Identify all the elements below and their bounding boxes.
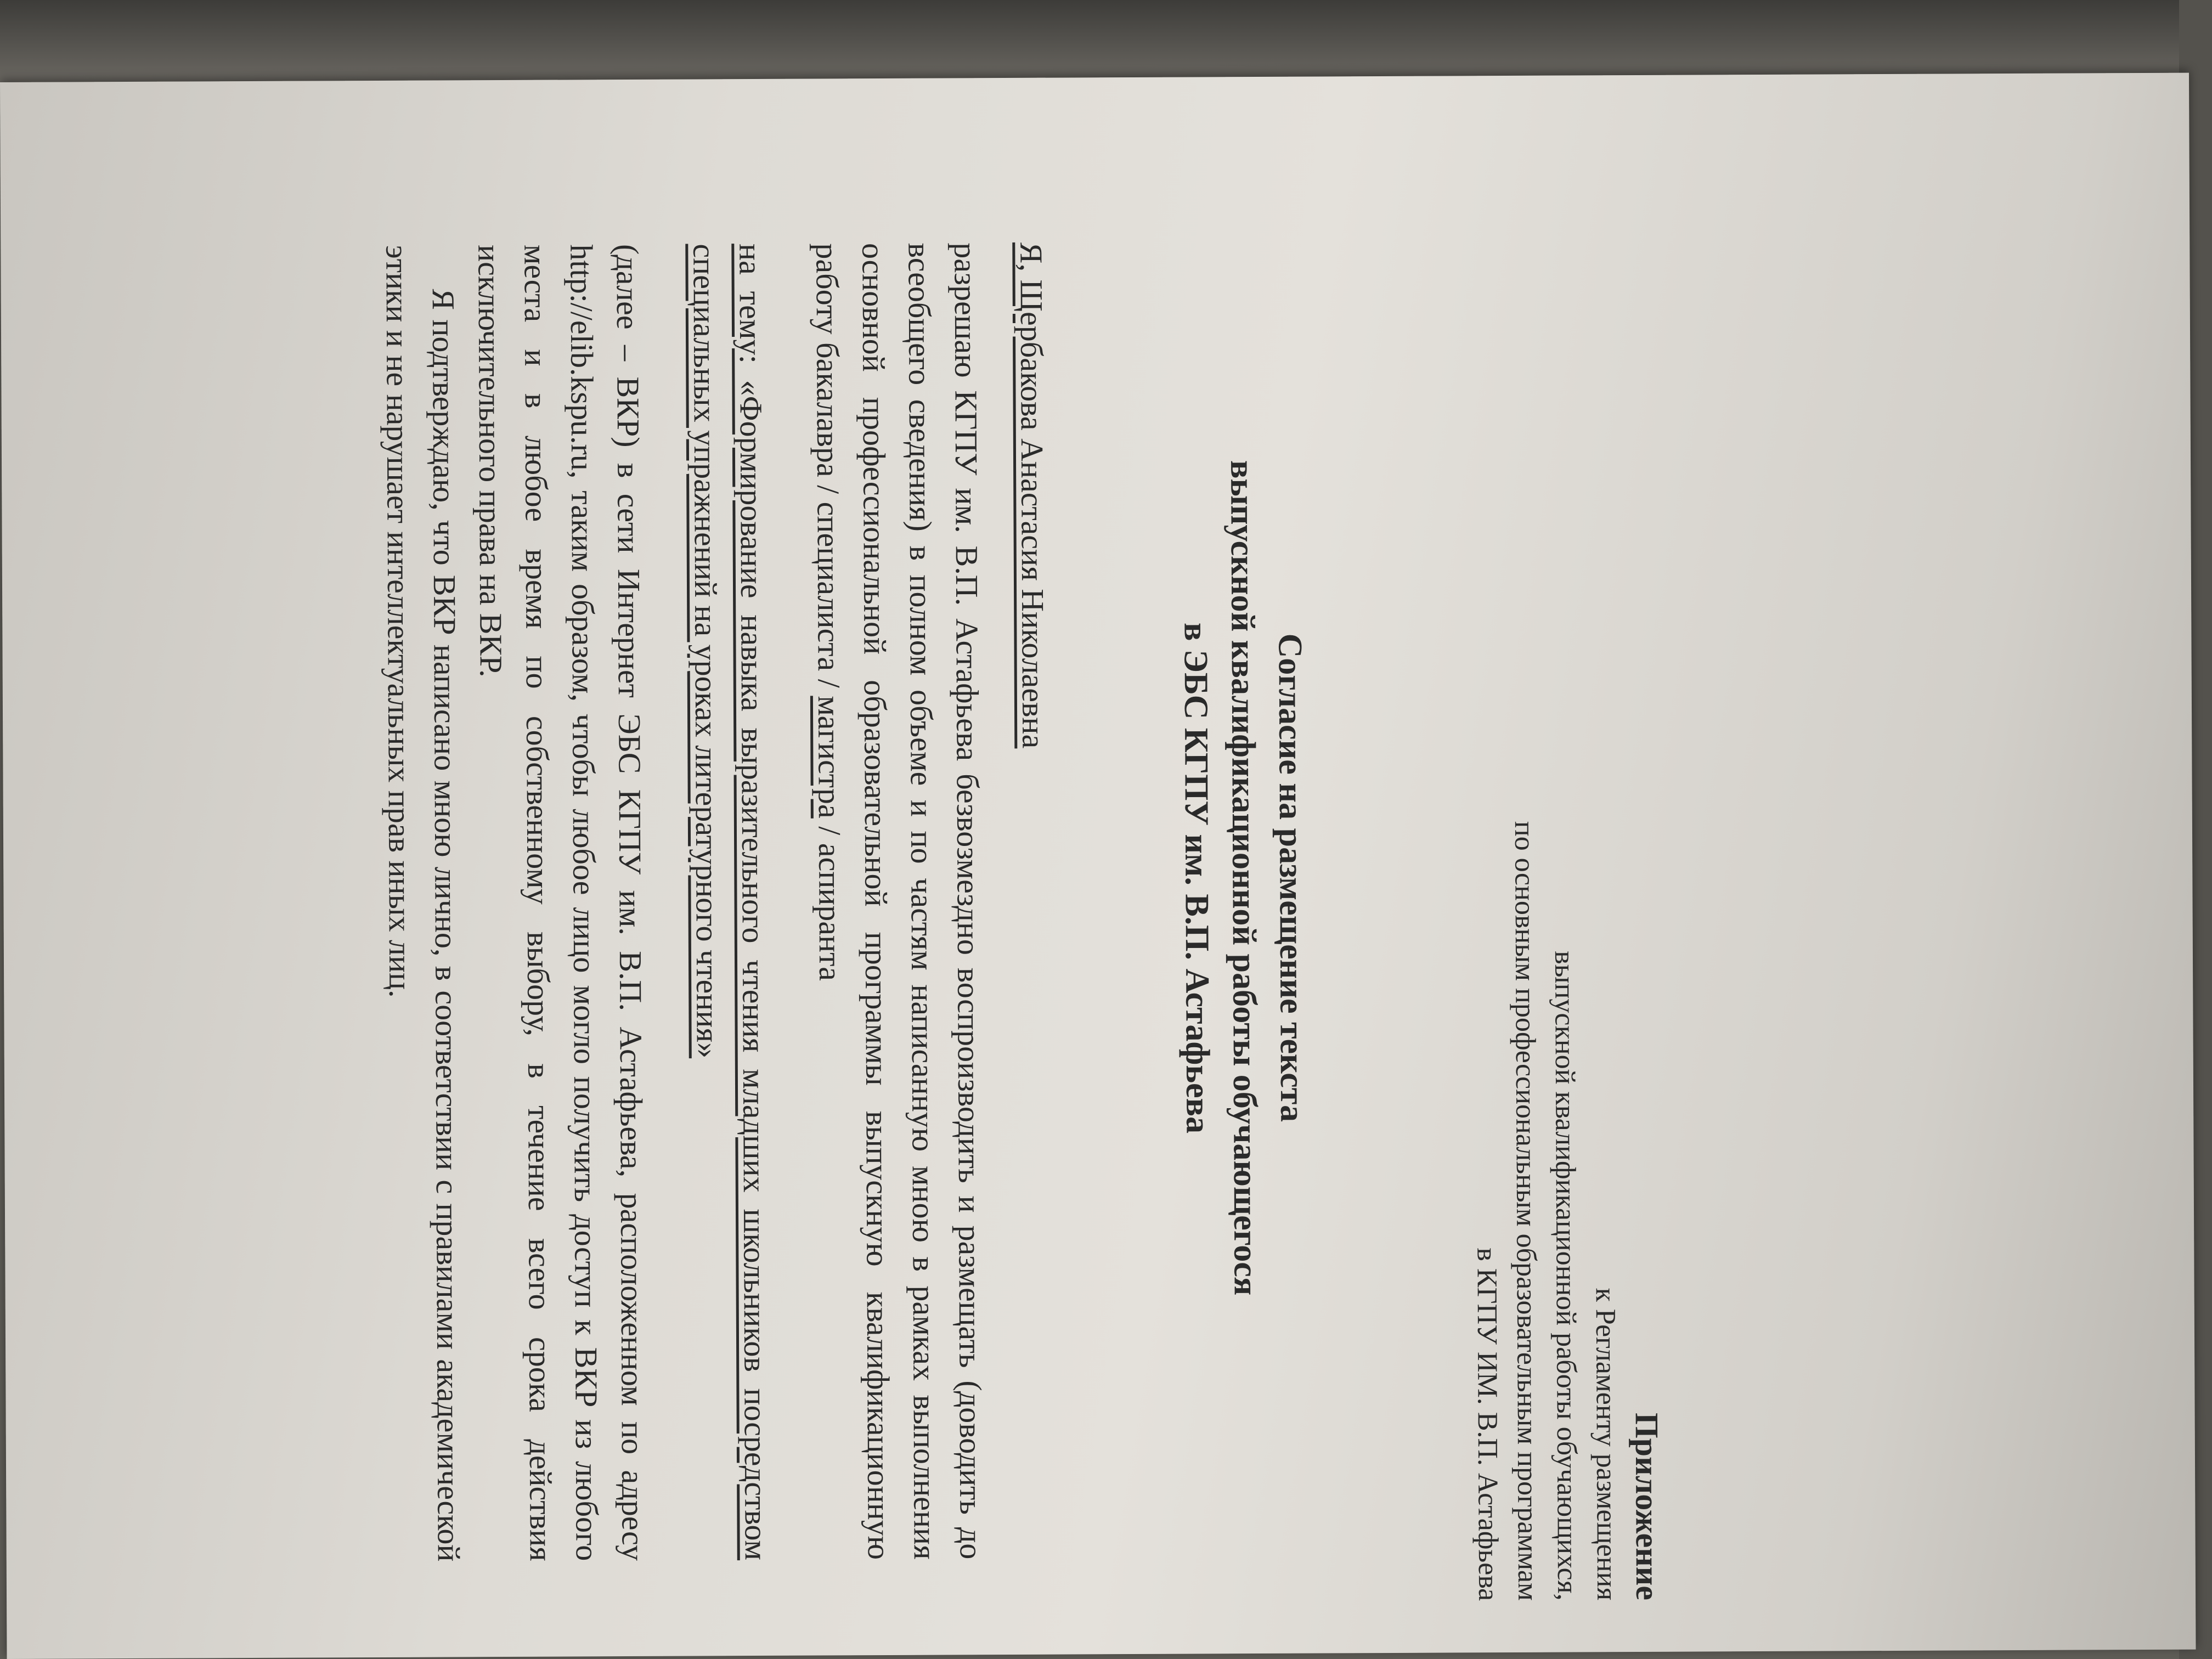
name-line [1008,242,1059,1559]
confirm-paragraph: Я подтверждаю, что ВКР написано мною лично, в соответствии с правилами академической этики и не нарушает интеллектуальных прав иных лиц. [379,245,467,1562]
appendix-line: по основным профессиональным образовательным программам [1508,821,1544,1601]
topic-paragraph [681,244,778,1561]
paper-sheet [0,73,2196,1659]
title-line: выпускной квалификационной работы обучающегося [1223,460,1265,1296]
degree-selected: магистра [811,696,848,819]
thesis-topic: на тему: «Формирование навыка выразительного чтения младших школьников посредством специальных упражнений на уроках литературного чтения» [686,243,774,1561]
grant-paragraph [804,242,994,1560]
access-paragraph: (далее – ВКР) в сети Интернет ЭБС КГПУ им. В.П. Астафьева, расположенном по адресу http://elib.kspu.ru, таким образом, чтобы любое лицо могло получить доступ к ВКР из любого места и в любое время по собственному выбору, в течение всего срока действия исключительного права на ВКР. [471,244,651,1561]
document-page [0,130,1669,1631]
document-title [1171,274,1318,1482]
appendix-line: к Регламенту размещения [1589,1288,1623,1601]
consent-body [374,242,1059,1562]
title-line: в ЭБС КГПУ им. В.П. Астафьева [1177,622,1217,1134]
appendix-line: в КГПУ ИМ. В.П. Астафьева [1471,1248,1504,1601]
student-name: Я, Щербакова Анастасия Николаевна [1013,242,1052,749]
appendix-heading: Приложение [1628,1412,1666,1601]
appendix-line: выпускной квалификационной работы обучающихся, [1548,951,1583,1601]
appendix-header [1464,558,1669,1601]
grant-text: разрешаю КГПУ им. В.П. Астафьева безвозмездно воспроизводить и размещать (доводить до всеобщего сведения) в полном объеме и по частям написанную мною в рамках выполнения основной профессиональной образовательной программы выпускную квалификационную работу бакалавра / специалиста / [809,242,989,1560]
title-line: Согласие на размещение текста [1271,633,1311,1122]
grant-text-end: / аспиранта [811,818,849,981]
